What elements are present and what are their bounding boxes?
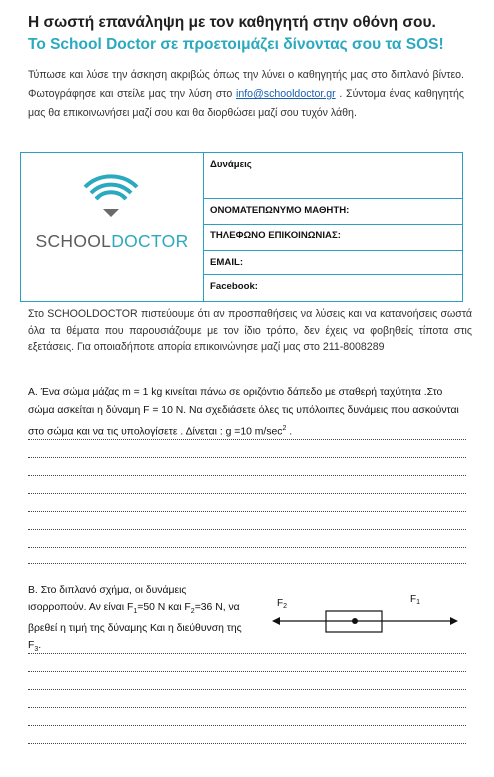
- header-subtitle: Το School Doctor σε προετοιμάζει δίνοντας σου τα SOS!: [28, 36, 444, 53]
- answer-line[interactable]: [28, 724, 466, 726]
- question-b-sub-3: 3: [34, 646, 39, 654]
- intro-text-end: . Σύντομα ένας καθηγητής μας θα επικοινωνήσει μαζί σου και θα διορθώσει μαζί σου τυχόν λάθη.: [28, 88, 464, 119]
- question-b-text-1: Β. Στο διπλανό σχήμα, οι δυνάμεις ισορροπούν. Αν είναι F: [28, 585, 187, 613]
- answer-line[interactable]: [28, 438, 466, 440]
- phone-row[interactable]: [204, 225, 462, 251]
- question-b-text-2: =50 N και F: [137, 602, 191, 613]
- logo-cell: [21, 153, 204, 301]
- f2-label: $F_2$: [277, 598, 288, 610]
- answer-line[interactable]: [28, 474, 466, 476]
- question-b-text-4: .: [38, 640, 42, 652]
- question-a-text: Α. Ένα σώμα μάζας m = 1 kg κινείται πάνω σε οριζόντιο δάπεδο με σταθερή ταχύτητα .Στο σώμα ασκείται η δύναμη F = 10 N. Να σχεδιάσετε όλες τις υπόλοιπες δυνάμεις που ασκούνται στο σώμα και να τις υπολογίσετε . Δίνεται : g =10 m/sec: [28, 387, 459, 438]
- force-diagram: [268, 592, 460, 642]
- question-b: [28, 582, 244, 658]
- question-a-tail: .: [286, 426, 293, 438]
- phone-label: ΤΗΛΕΦΩΝΟ ΕΠΙΚΟΙΝΩΝΙΑΣ:: [210, 230, 341, 241]
- f1-arrowhead: [450, 617, 458, 625]
- intro-paragraph: [28, 66, 464, 123]
- email-row[interactable]: [204, 251, 462, 275]
- question-b-sub-2: 2: [190, 608, 195, 616]
- question-a: [28, 384, 470, 441]
- question-b-sub-1: 1: [133, 608, 138, 616]
- answer-line[interactable]: [28, 562, 466, 564]
- header-title: Η σωστή επανάληψη με τον καθηγητή στην οθόνη σου.: [28, 14, 436, 31]
- facebook-label: Facebook:: [210, 281, 258, 292]
- logo-doctor: DOCTOR: [111, 231, 189, 251]
- wifi-logo-icon: [21, 153, 203, 231]
- answer-line[interactable]: [28, 528, 466, 530]
- student-info-box: [20, 152, 463, 302]
- answer-line[interactable]: [28, 706, 466, 708]
- answer-line[interactable]: [28, 670, 466, 672]
- answer-line[interactable]: [28, 510, 466, 512]
- form-title-row: [204, 153, 462, 199]
- f1-label: $F_1$: [410, 594, 421, 606]
- name-label: ΟΝΟΜΑΤΕΠΩΝΥΜΟ ΜΑΘΗΤΗ:: [210, 205, 350, 216]
- answer-line[interactable]: [28, 652, 466, 654]
- about-paragraph: Στο SCHOOLDOCTOR πιστεύουμε ότι αν προσπαθήσεις να λύσεις και να κατανοήσεις σωστά όλα τα θέματα που παρουσιάζουμε με τον ίδιο τρόπο, δεν έχεις να φοβηθείς τίποτα στις εξετάσεις. Για οποιαδήποτε απορία επικοινώνησε μαζί μας στο 211-8008289: [28, 308, 472, 353]
- answer-line[interactable]: [28, 546, 466, 548]
- intro-text: Τύπωσε και λύσε την άσκηση ακριβώς όπως την λύνει ο καθηγητής μας στο διπλανό βίντεο. Φωτογράφησε και στείλε μας την λύση στο: [28, 69, 464, 100]
- email-link[interactable]: info@schooldoctor.gr: [235, 88, 336, 100]
- logo-text: [21, 231, 203, 252]
- email-label: EMAIL:: [210, 257, 244, 268]
- answer-line[interactable]: [28, 456, 466, 458]
- question-b-text-3: =36 N, να βρεθεί η τιμή της δύναμης Και η διεύθυνση της F: [28, 602, 242, 652]
- answer-line[interactable]: [28, 742, 466, 744]
- question-a-exponent: 2: [282, 425, 287, 432]
- facebook-row[interactable]: [204, 275, 462, 301]
- form-title: Δυνάμεις: [210, 159, 252, 170]
- block-center-dot: [352, 618, 358, 624]
- f2-arrowhead: [272, 617, 280, 625]
- answer-line[interactable]: [28, 492, 466, 494]
- answer-line[interactable]: [28, 688, 466, 690]
- name-row[interactable]: [204, 199, 462, 225]
- logo-school: SCHOOL: [35, 231, 112, 251]
